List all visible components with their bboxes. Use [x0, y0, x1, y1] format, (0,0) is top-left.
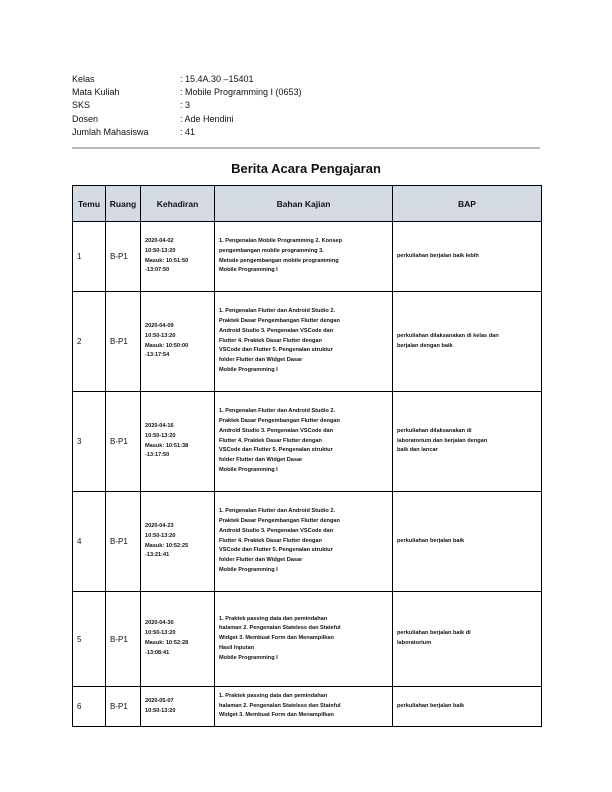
cell-ruang: B-P1: [106, 222, 141, 292]
cell-bahan-kajian-line: 1. Pengenalan Flutter dan Android Studio 2.: [219, 408, 336, 415]
cell-bap: [393, 392, 542, 492]
cell-bap-line: perkuliahan berjalan baik di: [397, 630, 471, 637]
cell-kehadiran: [141, 592, 215, 687]
info-value: : 41: [180, 126, 196, 137]
teaching-report-table: [72, 185, 542, 727]
cell-kehadiran-line: -13:21:41: [145, 552, 170, 559]
info-row: [72, 86, 302, 99]
info-label: Jumlah Mahasiswa: [72, 126, 149, 137]
cell-kehadiran-line: Masuk: 10:52:28: [145, 640, 189, 646]
header-bahan-kajian: Bahan Kajian: [215, 186, 393, 222]
info-row: [72, 73, 302, 86]
cell-bahan-kajian-line: 1. Praktek passing data dan pemindahan: [219, 615, 328, 622]
cell-bahan-kajian-line: Mobile Programming I: [219, 566, 278, 573]
info-value: : Ade Hendini: [180, 113, 234, 124]
cell-temu: 3: [73, 392, 106, 492]
cell-temu: 6: [73, 687, 106, 727]
cell-bahan-kajian-line: Android Studio 3. Pengenalan VSCode dan: [219, 327, 334, 334]
cell-kehadiran-line: -13:17:54: [145, 352, 170, 359]
cell-kehadiran-line: -13:17:50: [145, 452, 170, 459]
cell-bahan-kajian-line: Flutter 4. Praktek Dasar Flutter dengan: [219, 337, 322, 344]
cell-bahan-kajian: [215, 687, 393, 727]
cell-kehadiran-line: -13:08:41: [145, 649, 170, 656]
table-row: [73, 592, 542, 687]
cell-bahan-kajian-line: Widget 3. Membuat Form dan Menampilkan: [219, 635, 334, 642]
cell-bahan-kajian: [215, 392, 393, 492]
cell-kehadiran-line: 2020-04-02: [145, 237, 174, 244]
cell-ruang: B-P1: [106, 687, 141, 727]
table-row: [73, 687, 542, 727]
cell-kehadiran-line: 2020-04-30: [145, 620, 174, 627]
course-info: [72, 73, 302, 139]
cell-kehadiran-line: Masuk: 10:52:25: [145, 542, 189, 549]
info-value: : Mobile Programming I (0653): [180, 87, 302, 98]
cell-bahan-kajian-line: 1. Pengenalan Flutter dan Android Studio 2.: [219, 308, 336, 315]
cell-bap: [393, 292, 542, 392]
cell-kehadiran-line: 10:50-13:20: [145, 247, 176, 254]
cell-bahan-kajian-line: Hasil Inputan: [219, 644, 255, 651]
header-divider: [72, 147, 540, 149]
cell-bap-line: perkuliahan dilaksanakan di kelas dan: [397, 332, 499, 339]
info-value: : 3: [180, 100, 191, 111]
cell-bahan-kajian-line: Mobile Programming I: [219, 466, 278, 473]
cell-bap-line: perkuliahan berjalan baik: [397, 702, 465, 709]
cell-bap-line: perkuliahan berjalan baik lebih: [397, 252, 479, 259]
cell-kehadiran-line: 10:50-13:20: [145, 630, 176, 637]
cell-bahan-kajian-line: pengembangan mobile programming 3.: [219, 247, 324, 254]
cell-kehadiran: [141, 492, 215, 592]
cell-temu: 4: [73, 492, 106, 592]
cell-bahan-kajian-line: Praktek Dasar Pengembangan Flutter dengan: [219, 418, 340, 424]
cell-kehadiran-line: 10:50-13:20: [145, 332, 176, 339]
info-row: [72, 99, 302, 112]
cell-bahan-kajian-line: VSCode dan Flutter 5. Pengenalan struktur: [219, 347, 333, 354]
header-temu: Temu: [73, 186, 106, 222]
cell-kehadiran-line: 2020-05-07: [145, 697, 174, 704]
info-value: : 15.4A.30 –15401: [180, 74, 254, 84]
table-header-row: [73, 186, 542, 222]
cell-bahan-kajian-line: Metode pengembangan mobile programming: [219, 257, 339, 264]
cell-kehadiran-line: 10:50-13:20: [145, 432, 176, 439]
cell-bahan-kajian-line: VSCode dan Flutter 5. Pengenalan struktur: [219, 547, 333, 554]
cell-bap: [393, 222, 542, 292]
cell-kehadiran-line: Masuk: 10:51:38: [145, 442, 189, 449]
cell-bahan-kajian-line: VSCode dan Flutter 5. Pengenalan struktur: [219, 447, 333, 454]
cell-bahan-kajian-line: folder Flutter dan Widget Dasar: [219, 457, 303, 464]
cell-kehadiran: [141, 222, 215, 292]
info-row: [72, 126, 302, 139]
cell-bahan-kajian-line: Mobile Programming I: [219, 654, 278, 661]
cell-bahan-kajian: [215, 292, 393, 392]
info-label: Mata Kuliah: [72, 87, 120, 98]
cell-bahan-kajian-line: Flutter 4. Praktek Dasar Flutter dengan: [219, 537, 322, 544]
cell-kehadiran: [141, 292, 215, 392]
cell-kehadiran-line: Masuk: 10:50:00: [145, 342, 189, 349]
cell-temu: 5: [73, 592, 106, 687]
cell-bahan-kajian: [215, 222, 393, 292]
cell-kehadiran-line: Masuk: 10:51:50: [145, 257, 189, 264]
cell-bahan-kajian-line: Praktek Dasar Pengembangan Flutter dengan: [219, 318, 340, 324]
cell-ruang: B-P1: [106, 492, 141, 592]
cell-bahan-kajian-line: halaman 2. Pengenalan Stateless dan Stateful: [219, 702, 341, 709]
cell-bap: [393, 592, 542, 687]
cell-bahan-kajian: [215, 592, 393, 687]
cell-bahan-kajian-line: folder Flutter dan Widget Dasar: [219, 557, 303, 564]
cell-kehadiran: [141, 392, 215, 492]
cell-bap-line: perkuliahan dilaksanakan di: [397, 427, 472, 434]
cell-bap: [393, 492, 542, 592]
cell-bahan-kajian-line: Praktek Dasar Pengembangan Flutter dengan: [219, 518, 340, 524]
cell-temu: 2: [73, 292, 106, 392]
cell-ruang: B-P1: [106, 392, 141, 492]
cell-kehadiran-line: 2020-04-16: [145, 422, 174, 429]
cell-temu: 1: [73, 222, 106, 292]
cell-kehadiran-line: 2020-04-09: [145, 322, 174, 329]
cell-bap-line: laboratorium dan berjalan dengan: [397, 437, 488, 444]
table-row: [73, 292, 542, 392]
cell-bap-line: laboratorium: [397, 640, 432, 646]
cell-bahan-kajian-line: Mobile Programming I: [219, 267, 278, 274]
cell-bahan-kajian-line: 1. Praktek passing data dan pemindahan: [219, 692, 328, 699]
info-label: Kelas: [72, 74, 95, 84]
cell-kehadiran-line: -13:07:50: [145, 267, 170, 274]
cell-bap: [393, 687, 542, 727]
cell-bap-line: berjalan dengan baik: [397, 342, 453, 349]
header-bap: BAP: [393, 186, 542, 222]
page-title: Berita Acara Pengajaran: [231, 161, 381, 176]
info-label: SKS: [72, 100, 91, 111]
header-kehadiran: Kehadiran: [141, 186, 215, 222]
cell-bahan-kajian-line: Android Studio 3. Pengenalan VSCode dan: [219, 427, 334, 434]
cell-bahan-kajian-line: 1. Pengenalan Flutter dan Android Studio 2.: [219, 508, 336, 515]
cell-kehadiran-line: 10:50-13:20: [145, 532, 176, 539]
table-row: [73, 222, 542, 292]
cell-bahan-kajian-line: halaman 2. Pengenalan Stateless dan Stateful: [219, 625, 341, 632]
cell-bap-line: perkuliahan berjalan baik: [397, 537, 465, 544]
cell-ruang: B-P1: [106, 292, 141, 392]
cell-kehadiran-line: 10:50-13:20: [145, 707, 176, 714]
cell-bahan-kajian-line: folder Flutter dan Widget Dasar: [219, 357, 303, 364]
cell-bahan-kajian-line: Mobile Programming I: [219, 366, 278, 373]
cell-bahan-kajian-line: 1. Pengenalan Mobile Programming 2. Konsep: [219, 237, 343, 244]
cell-bahan-kajian: [215, 492, 393, 592]
table-row: [73, 492, 542, 592]
table-row: [73, 392, 542, 492]
cell-bahan-kajian-line: Widget 3. Membuat Form dan Menampilkan: [219, 712, 334, 719]
header-ruang: Ruang: [106, 186, 141, 222]
cell-bahan-kajian-line: Flutter 4. Praktek Dasar Flutter dengan: [219, 437, 322, 444]
info-row: [72, 113, 302, 126]
cell-ruang: B-P1: [106, 592, 141, 687]
cell-kehadiran: [141, 687, 215, 727]
cell-bap-line: baik dan lancar: [397, 447, 438, 454]
info-label: Dosen: [72, 113, 99, 124]
cell-bahan-kajian-line: Android Studio 3. Pengenalan VSCode dan: [219, 527, 334, 534]
cell-kehadiran-line: 2020-04-23: [145, 522, 174, 529]
